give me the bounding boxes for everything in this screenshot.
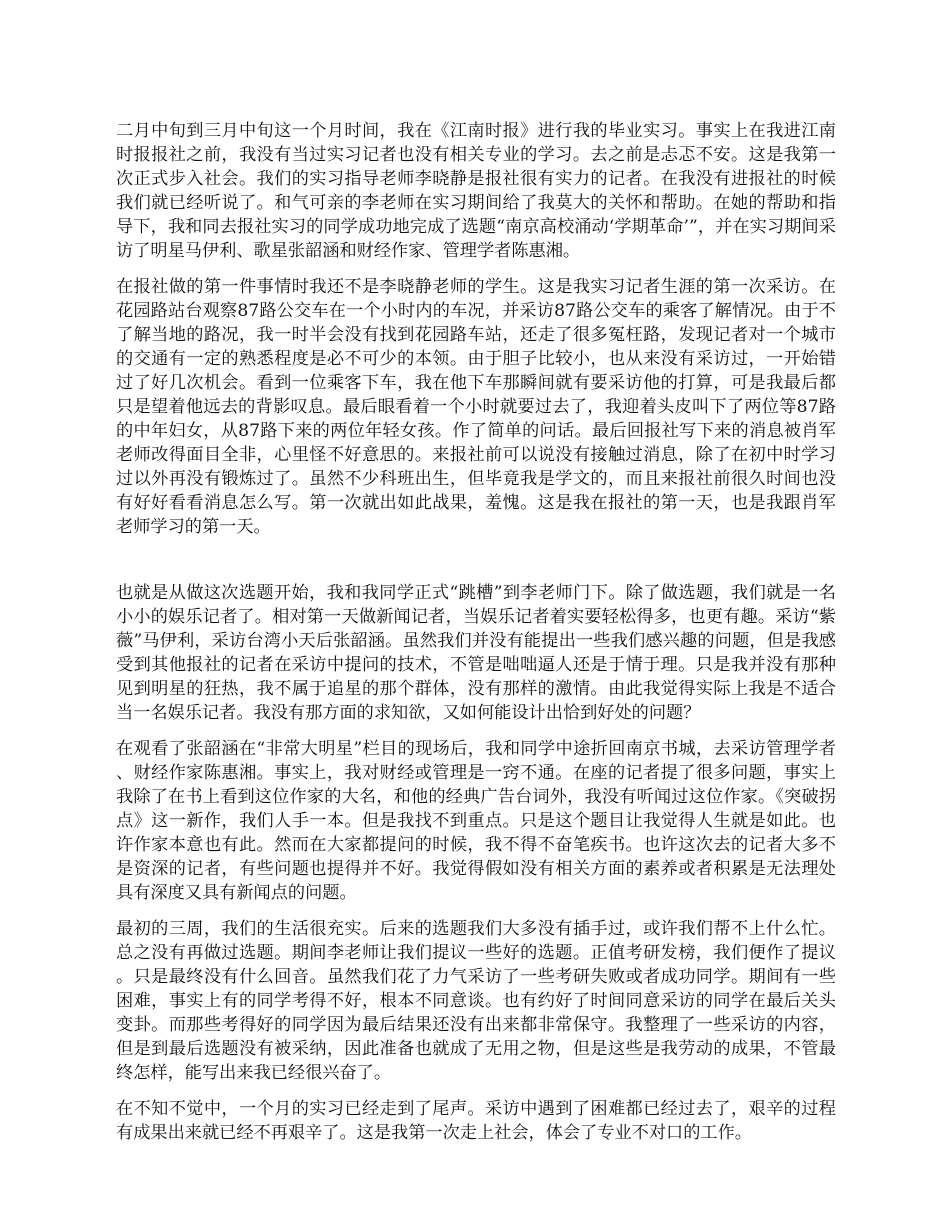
- paragraph-entertainment-reporter: 也就是从做这次选题开始，我和我同学正式“跳槽”到李老师门下。除了做选题，我们就是一名小小的娱乐记者了。相对第一天做新闻记者，当娱乐记者着实要轻松得多，也更有趣。采访“紫薇”马伊利，采访台湾小天后张韶涵。虽然我们并没有能提出一些我们感兴趣的问题，但是我感受到其他报社的记者在采访中提问的技术，不管是咄咄逼人还是于情于理。只是我并没有那种见到明星的狂热，我不属于追星的那个群体，没有那样的激情。由此我觉得实际上我是不适合当一名娱乐记者。我没有那方面的求知欲，又如何能设计出恰到好处的问题？: [116, 583, 836, 723]
- document-body: [116, 119, 836, 1157]
- paragraph-first-three-weeks: 最初的三周，我们的生活很充实。后来的选题我们大多没有插手过，或许我们帮不上什么忙。总之没有再做过选题。期间李老师让我们提议一些好的选题。正值考研发榜，我们便作了提议。只是最终没有什么回音。虽然我们花了力气采访了一些考研失败或者成功同学。期间有一些困难，事实上有的同学考得不好，根本不同意谈。也有约好了时间同意采访的同学在最后关头变卦。而那些考得好的同学因为最后结果还没有出来都非常保守。我整理了一些采访的内容，但是到最后选题没有被采纳，因此准备也就成了无用之物，但是这些是我劳动的成果，不管最终怎样，能写出来我已经很兴奋了。: [116, 919, 836, 1083]
- paragraph-finance-writer-interview: 在观看了张韶涵在“非常大明星”栏目的现场后，我和同学中途折回南京书城，去采访管理学者、财经作家陈惠湘。事实上，我对财经或管理是一窍不通。在座的记者提了很多问题，事实上我除了在书上看到这位作家的大名，和他的经典广告台词外，我没有听闻过这位作家。《突破拐点》这一新作，我们人手一本。但是我找不到重点。只是这个题目让我觉得人生就是如此。也许作家本意也有此。然而在大家都提问的时候，我不得不奋笔疾书。也许这次去的记者大多不是资深的记者，有些问题也提得并不好。我觉得假如没有相关方面的素养或者积累是无法理处具有深度又具有新闻点的问题。: [116, 739, 836, 903]
- paragraph-internship-intro: 二月中旬到三月中旬这一个月时间，我在《江南时报》进行我的毕业实习。事实上在我进江南时报报社之前，我没有当过实习记者也没有相关专业的学习。去之前是忐忑不安。这是我第一次正式步入社会。我们的实习指导老师李晓静是报社很有实力的记者。在我没有进报社的时候我们就已经听说了。和气可亲的李老师在实习期间给了我莫大的关怀和帮助。在她的帮助和指导下，我和同去报社实习的同学成功地完成了选题“南京高校涌动‘学期革命’”，并在实习期间采访了明星马伊利、歌星张韶涵和财经作家、管理学者陈惠湘。: [116, 121, 836, 261]
- paragraph-conclusion: 在不知不觉中，一个月的实习已经走到了尾声。采访中遇到了困难都已经过去了，艰辛的过程有成果出来就已经不再艰辛了。这是我第一次走上社会，体会了专业不对口的工作。: [116, 1099, 836, 1143]
- paragraph-first-interview: 在报社做的第一件事情时我还不是李晓静老师的学生。这是我实习记者生涯的第一次采访。在花园路站台观察87路公交车在一个小时内的车况，并采访87路公交车的乘客了解情况。由于不了解当地的路况，我一时半会没有找到花园路车站，还走了很多冤枉路，发现记者对一个城市的交通有一定的熟悉程度是必不可少的本领。由于胆子比较小，也从来没有采访过，一开始错过了好几次机会。看到一位乘客下车，我在他下车那瞬间就有要采访他的打算，可是我最后都只是望着他远去的背影叹息。最后眼看着一个小时就要过去了，我迎着头皮叫下了两位等87路的中年妇女，从87路下来的两位年轻女孩。作了简单的问话。最后回报社写下来的消息被肖军老师改得面目全非，心里怪不好意思的。来报社前可以说没有接触过消息，除了在初中时学习过以外再没有锻炼过了。虽然不少科班出生，但毕竟我是学文的，而且来报社前很久时间也没有好好看看消息怎么写。第一次就出如此战果，羞愧。这是我在报社的第一天，也是我跟肖军老师学习的第一天。: [116, 277, 836, 537]
